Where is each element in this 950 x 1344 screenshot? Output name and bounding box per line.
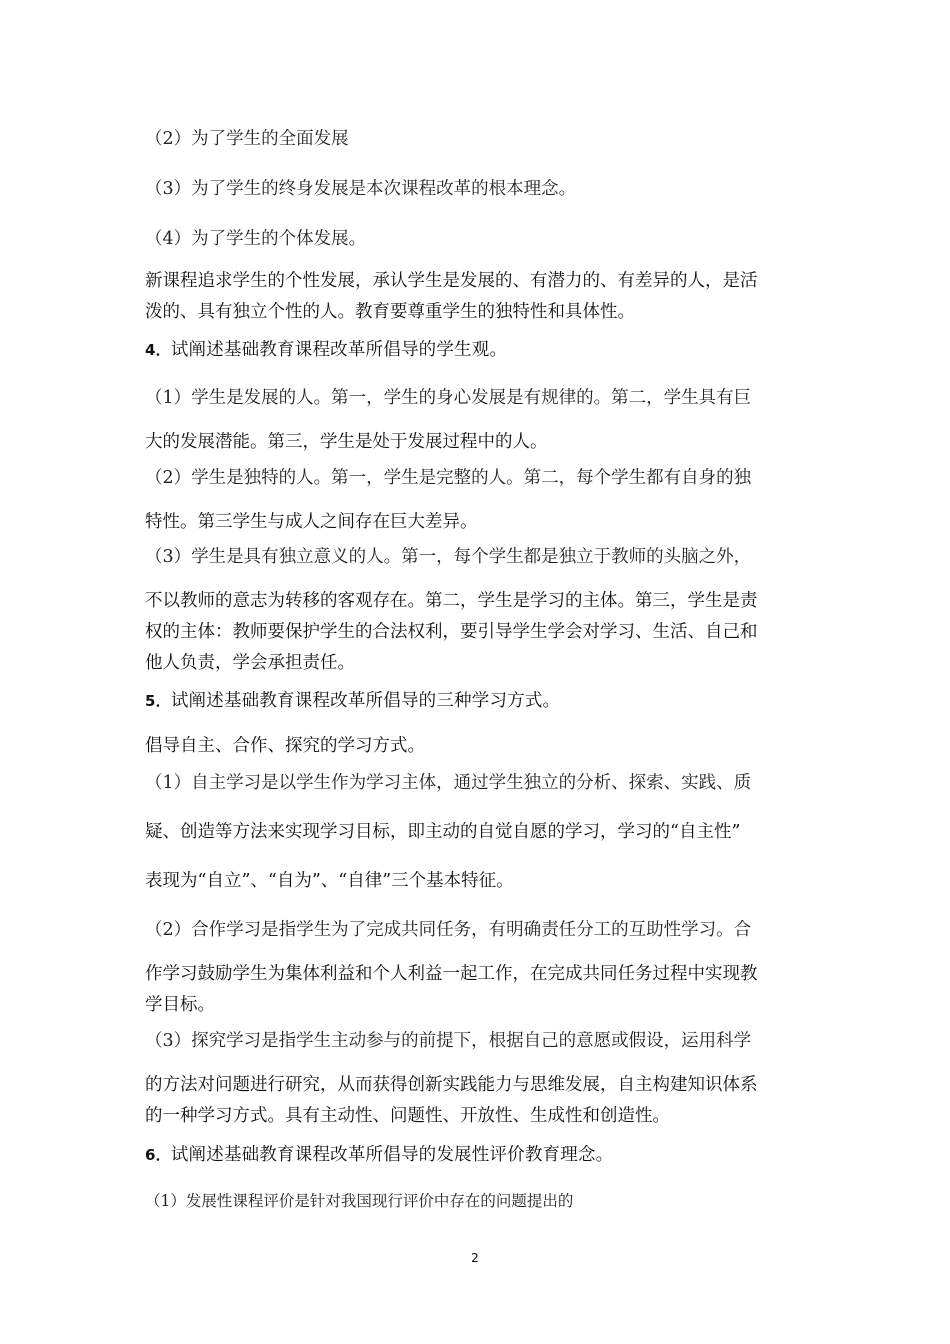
question-title: 试阐述基础教育课程改革所倡导的三种学习方式。	[170, 691, 561, 711]
paragraph-line: 不以教师的意志为转移的客观存在。第二，学生是学习的主体。第三，学生是责	[145, 591, 758, 611]
question-heading	[145, 689, 825, 713]
paragraph-line: 疑、创造等方法来实现学习目标，即主动的自觉自愿的学习，学习的“自主性”	[145, 822, 741, 842]
paragraph-line: （4）为了学生的个体发展。	[145, 229, 367, 249]
paragraph-line: 大的发展潜能。第三，学生是处于发展过程中的人。	[145, 432, 548, 452]
paragraph-line: 学目标。	[145, 995, 215, 1015]
paragraph-line: 他人负责，学会承担责任。	[145, 653, 355, 673]
question-heading	[145, 1143, 825, 1167]
paragraph-line: （2）为了学生的全面发展	[145, 129, 349, 149]
paragraph-line: 权的主体：教师要保护学生的合法权利，要引导学生学会对学习、生活、自己和	[145, 622, 758, 642]
paragraph-line: （3）学生是具有独立意义的人。第一，每个学生都是独立于教师的头脑之外，	[145, 547, 752, 567]
question-number: 4．	[145, 341, 171, 359]
question-number: 6．	[145, 1146, 171, 1164]
paragraph-line: （2）学生是独特的人。第一，学生是完整的人。第二，每个学生都有自身的独	[145, 468, 752, 488]
paragraph-line: 泼的、具有独立个性的人。教育要尊重学生的独特性和具体性。	[145, 302, 635, 322]
paragraph-line: 特性。第三学生与成人之间存在巨大差异。	[145, 512, 478, 532]
paragraph-line: （2）合作学习是指学生为了完成共同任务，有明确责任分工的互助性学习。合	[145, 920, 752, 940]
question-number: 5．	[145, 692, 171, 710]
paragraph-line: （3）探究学习是指学生主动参与的前提下，根据自己的意愿或假设，运用科学	[145, 1031, 752, 1051]
paragraph-line: 新课程追求学生的个性发展，承认学生是发展的、有潜力的、有差异的人，是活	[145, 271, 758, 291]
question-heading	[145, 338, 825, 362]
paragraph-line: 的方法对问题进行研究，从而获得创新实践能力与思维发展，自主构建知识体系	[145, 1075, 758, 1095]
question-title: 试阐述基础教育课程改革所倡导的学生观。	[170, 340, 508, 360]
paragraph-line: 的一种学习方式。具有主动性、问题性、开放性、生成性和创造性。	[145, 1106, 670, 1126]
paragraph-line: 倡导自主、合作、探究的学习方式。	[145, 736, 425, 756]
paragraph-line: （1）学生是发展的人。第一，学生的身心发展是有规律的。第二，学生具有巨	[145, 388, 752, 408]
paragraph-line: 表现为“自立”、“自为”、“自律”三个基本特征。	[145, 871, 514, 891]
paragraph-line: 作学习鼓励学生为集体利益和个人利益一起工作，在完成共同任务过程中实现教	[145, 964, 758, 984]
question-title: 试阐述基础教育课程改革所倡导的发展性评价教育理念。	[170, 1145, 614, 1165]
paragraph-line: （1）自主学习是以学生作为学习主体，通过学生独立的分析、探索、实践、质	[145, 773, 752, 793]
paragraph-line: （1）发展性课程评价是针对我国现行评价中存在的问题提出的	[145, 1192, 574, 1210]
page-number: 2	[471, 1251, 479, 1265]
paragraph-line: （3）为了学生的终身发展是本次课程改革的根本理念。	[145, 179, 577, 199]
